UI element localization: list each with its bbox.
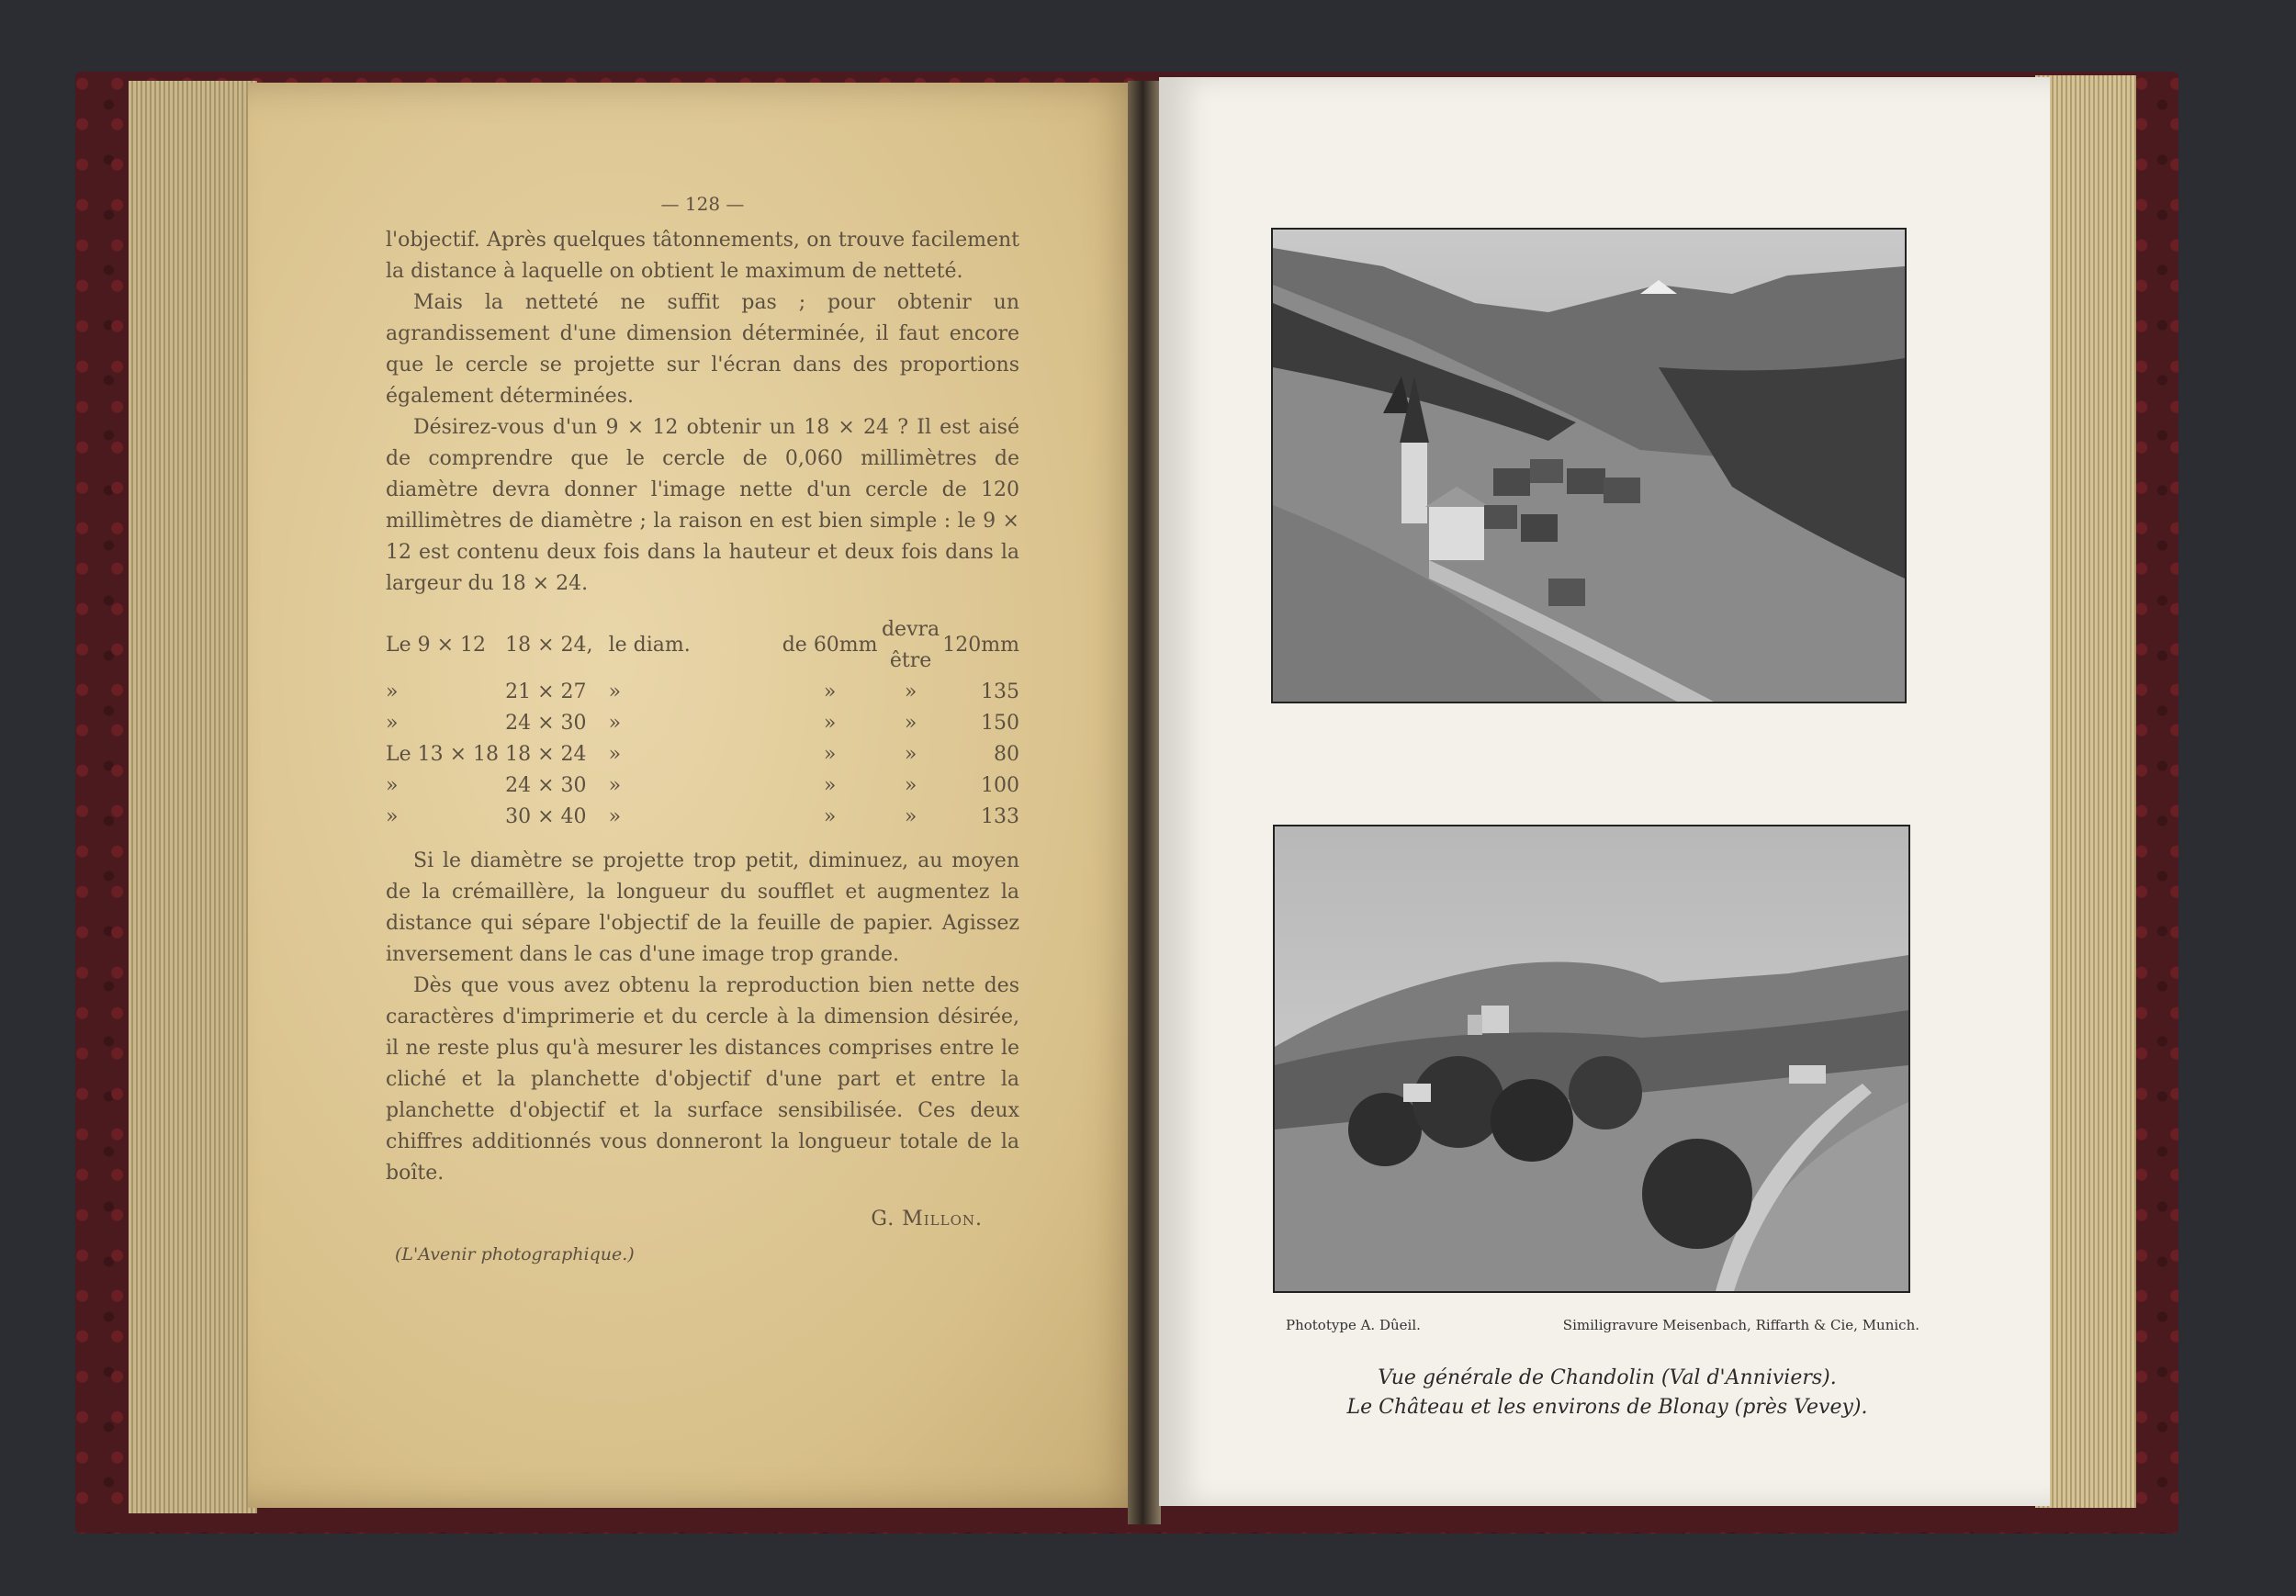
paragraph: Si le diamètre se projette trop petit, diminuez, au moyen de la crémaillère, la longueur du soufflet et augmentez la distance qui sépare l'objectif de la feuille de papier. Agissez inversement dans le cas d'une image trop grande. — [386, 849, 1019, 966]
table-row: » 21 × 27 » » » 135 — [386, 680, 1019, 703]
right-page-edges — [2035, 75, 2136, 1508]
source-citation: (L'Avenir photographique.) — [395, 1244, 635, 1264]
photo-blonay — [1273, 825, 1910, 1293]
table-row: » 30 × 40 » » » 133 — [386, 805, 1019, 828]
book-gutter — [1128, 81, 1161, 1524]
paragraph: Désirez-vous d'un 9 × 12 obtenir un 18 × 24 ? Il est aisé de comprendre que le cercle de 0,060 millimètres de diamètre devra donner l'image nette d'un cercle de 120 millimètres de diamètre ; la raison en est bien simple : le 9 × 12 est contenu deux fois dans la hauteur et deux fois dans la largeur du 18 × 24. — [386, 416, 1019, 595]
left-page-text — [386, 188, 1019, 1270]
photographer-credit: Phototype A. Dûeil. — [1286, 1317, 1421, 1333]
table-row: Le 9 × 12 18 × 24, le diam. de 60mm devra être 120mm — [386, 618, 1019, 672]
table-row: » 24 × 30 » » » 100 — [386, 774, 1019, 797]
paragraph: Mais la netteté ne suffit pas ; pour obtenir un agrandissement d'une dimension déterminée, il faut encore que le cercle se projette sur l'écran dans des proportions également déterminées. — [386, 291, 1019, 408]
left-page — [248, 83, 1150, 1508]
page-number: — 128 — — [660, 193, 745, 215]
author-signature: G. Millon. — [871, 1208, 983, 1231]
table-row: Le 13 × 18 18 × 24 » » » 80 — [386, 743, 1019, 766]
caption-bottom-photo: Le Château et les environs de Blonay (près Vevey). — [1346, 1396, 1868, 1419]
enlargement-table — [386, 614, 1019, 833]
photo-chandolin — [1271, 228, 1907, 703]
caption-top-photo: Vue générale de Chandolin (Val d'Anniviers). — [1378, 1366, 1837, 1389]
engraver-credit: Similigravure Meisenbach, Riffarth & Cie, Munich. — [1562, 1317, 1919, 1333]
paragraph: l'objectif. Après quelques tâtonnements, on trouve facilement la distance à laquelle on obtient le maximum de netteté. — [386, 229, 1019, 283]
table-row: » 24 × 30 » » » 150 — [386, 712, 1019, 735]
left-page-edges — [129, 81, 257, 1513]
paragraph: Dès que vous avez obtenu la reproduction bien nette des caractères d'imprimerie et du cercle à la dimension désirée, il ne reste plus qu'à mesurer les distances comprises entre le cliché et la planchette d'objectif d'une part et entre la planchette d'objectif et la surface sensibilisée. Ces deux chiffres additionnés vous donneront la longueur totale de la boîte. — [386, 974, 1019, 1185]
